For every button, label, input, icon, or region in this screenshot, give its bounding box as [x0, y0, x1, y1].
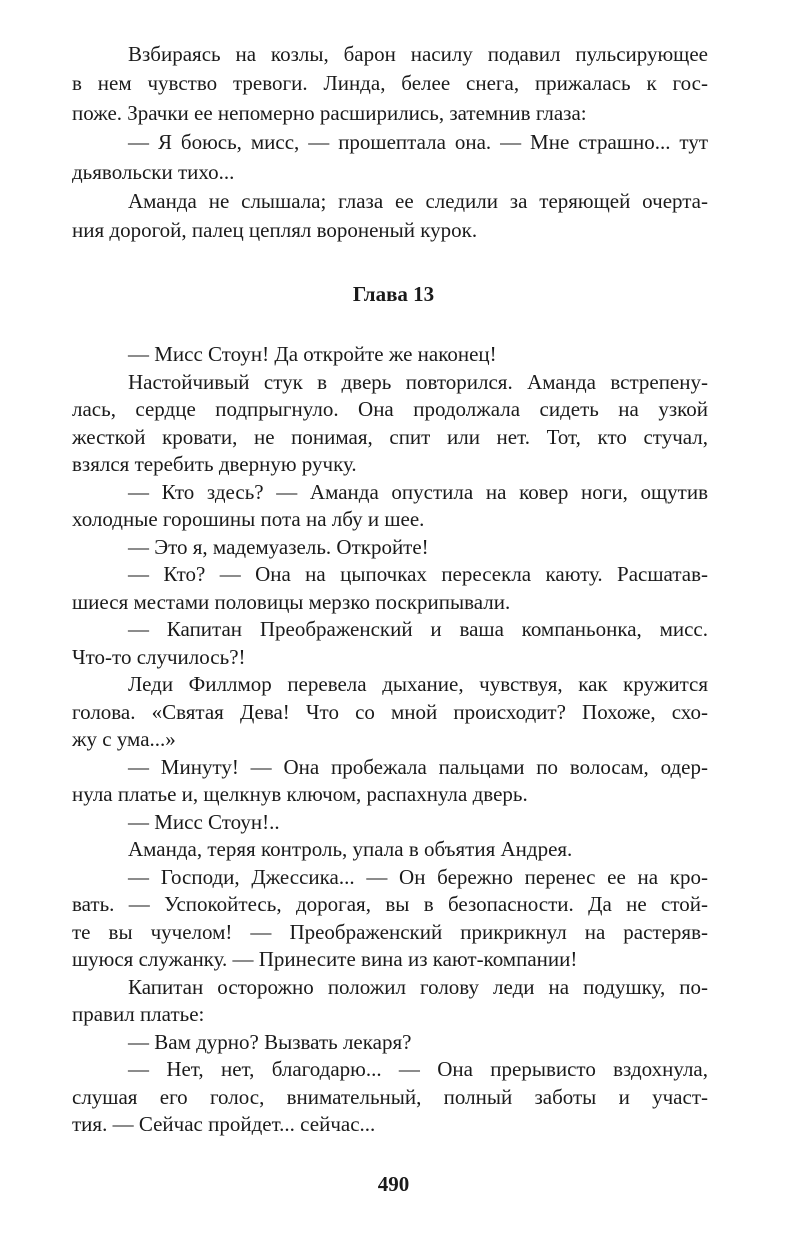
text-line: вать. — Успокойтесь, дорогая, вы в безопасности. Да не стой-	[72, 892, 708, 916]
paragraph	[72, 128, 708, 187]
text-line: — Кто здесь? — Аманда опустила на ковер ноги, ощутив	[128, 479, 708, 504]
page-number: 490	[377, 1172, 410, 1196]
text-line: — Нет, нет, благодарю... — Она прерывисто вздохнула,	[128, 1057, 708, 1081]
text-line: Капитан осторожно положил голову леди на подушку, по-	[128, 974, 708, 999]
text-line: Леди Филлмор перевела дыхание, чувствуя, как кружится	[128, 672, 708, 696]
paragraph	[72, 40, 708, 128]
paragraph	[72, 864, 708, 974]
text-line: Аманда не слышала; глаза ее следили за теряющей очерта-	[128, 189, 708, 214]
paragraph	[72, 754, 708, 809]
text-line: холодные горошины пота на лбу и шее.	[72, 507, 425, 531]
text-line: жу с ума...»	[72, 727, 176, 751]
paragraph	[72, 534, 708, 562]
paragraph	[72, 561, 708, 616]
paragraph	[72, 1056, 708, 1139]
text-line: — Вам дурно? Вызвать лекаря?	[128, 1029, 412, 1054]
text-line: — Мисс Стоун!..	[128, 809, 280, 834]
text-line: тия. — Сейчас пройдет... сейчас...	[72, 1112, 376, 1136]
text-line: лась, сердце подпрыгнуло. Она продолжала сидеть на узкой	[72, 397, 708, 421]
text-line: взялся теребить дверную ручку.	[72, 452, 357, 476]
paragraph	[72, 616, 708, 671]
paragraph	[72, 341, 708, 369]
text-line: правил платье:	[72, 1002, 205, 1026]
text-line: нула платье и, щелкнув ключом, распахнула дверь.	[72, 782, 528, 806]
text-line: Взбираясь на козлы, барон насилу подавил пульсирующее	[128, 42, 708, 66]
chapter-heading: Глава 13	[352, 282, 435, 306]
text-line: голова. «Святая Дева! Что со мной происходит? Похоже, схо-	[72, 699, 708, 724]
text-line: Что-то случилось?!	[72, 644, 246, 669]
text-line: — Господи, Джессика... — Он бережно перенес ее на кро-	[128, 864, 708, 889]
text-line: — Мисс Стоун! Да откройте же наконец!	[128, 342, 497, 366]
text-line: — Кто? — Она на цыпочках пересекла каюту. Расшатав-	[128, 562, 708, 586]
text-line: те вы чучелом! — Преображенский прикрикнул на растеряв-	[72, 919, 708, 944]
text-line: жесткой кровати, не понимая, спит или нет. Тот, кто стучал,	[72, 424, 708, 449]
text-line: Аманда, теряя контроль, упала в объятия Андрея.	[128, 837, 573, 861]
text-line: — Это я, мадемуазель. Откройте!	[128, 534, 429, 559]
paragraph	[72, 187, 708, 246]
paragraph	[72, 369, 708, 479]
text-line: поже. Зрачки ее непомерно расширились, затемнив глаза:	[72, 100, 587, 125]
paragraph	[72, 479, 708, 534]
text-line: слушая его голос, внимательный, полный заботы и участ-	[72, 1084, 708, 1109]
text-line: в нем чувство тревоги. Линда, белее снега, прижалась к гос-	[72, 71, 708, 96]
text-block-before-chapter	[72, 40, 708, 246]
paragraph	[72, 836, 708, 864]
chapter-13-text	[72, 341, 708, 1139]
paragraph	[72, 1029, 708, 1057]
text-line: — Минуту! — Она пробежала пальцами по волосам, одер-	[128, 754, 708, 779]
text-line: Настойчивый стук в дверь повторился. Аманда встрепену-	[128, 369, 708, 394]
text-line: шиеся местами половицы мерзко поскрипывали.	[72, 589, 511, 614]
text-line: шуюся служанку. — Принесите вина из кают-компании!	[72, 947, 578, 971]
text-line: ния дорогой, палец цеплял вороненый курок.	[72, 218, 478, 243]
text-line: дьявольски тихо...	[72, 159, 235, 184]
paragraph	[72, 974, 708, 1029]
paragraph	[72, 809, 708, 837]
text-line: — Капитан Преображенский и ваша компаньонка, мисс.	[128, 617, 708, 641]
paragraph	[72, 671, 708, 754]
text-line: — Я боюсь, мисс, — прошептала она. — Мне страшно... тут	[128, 130, 708, 155]
